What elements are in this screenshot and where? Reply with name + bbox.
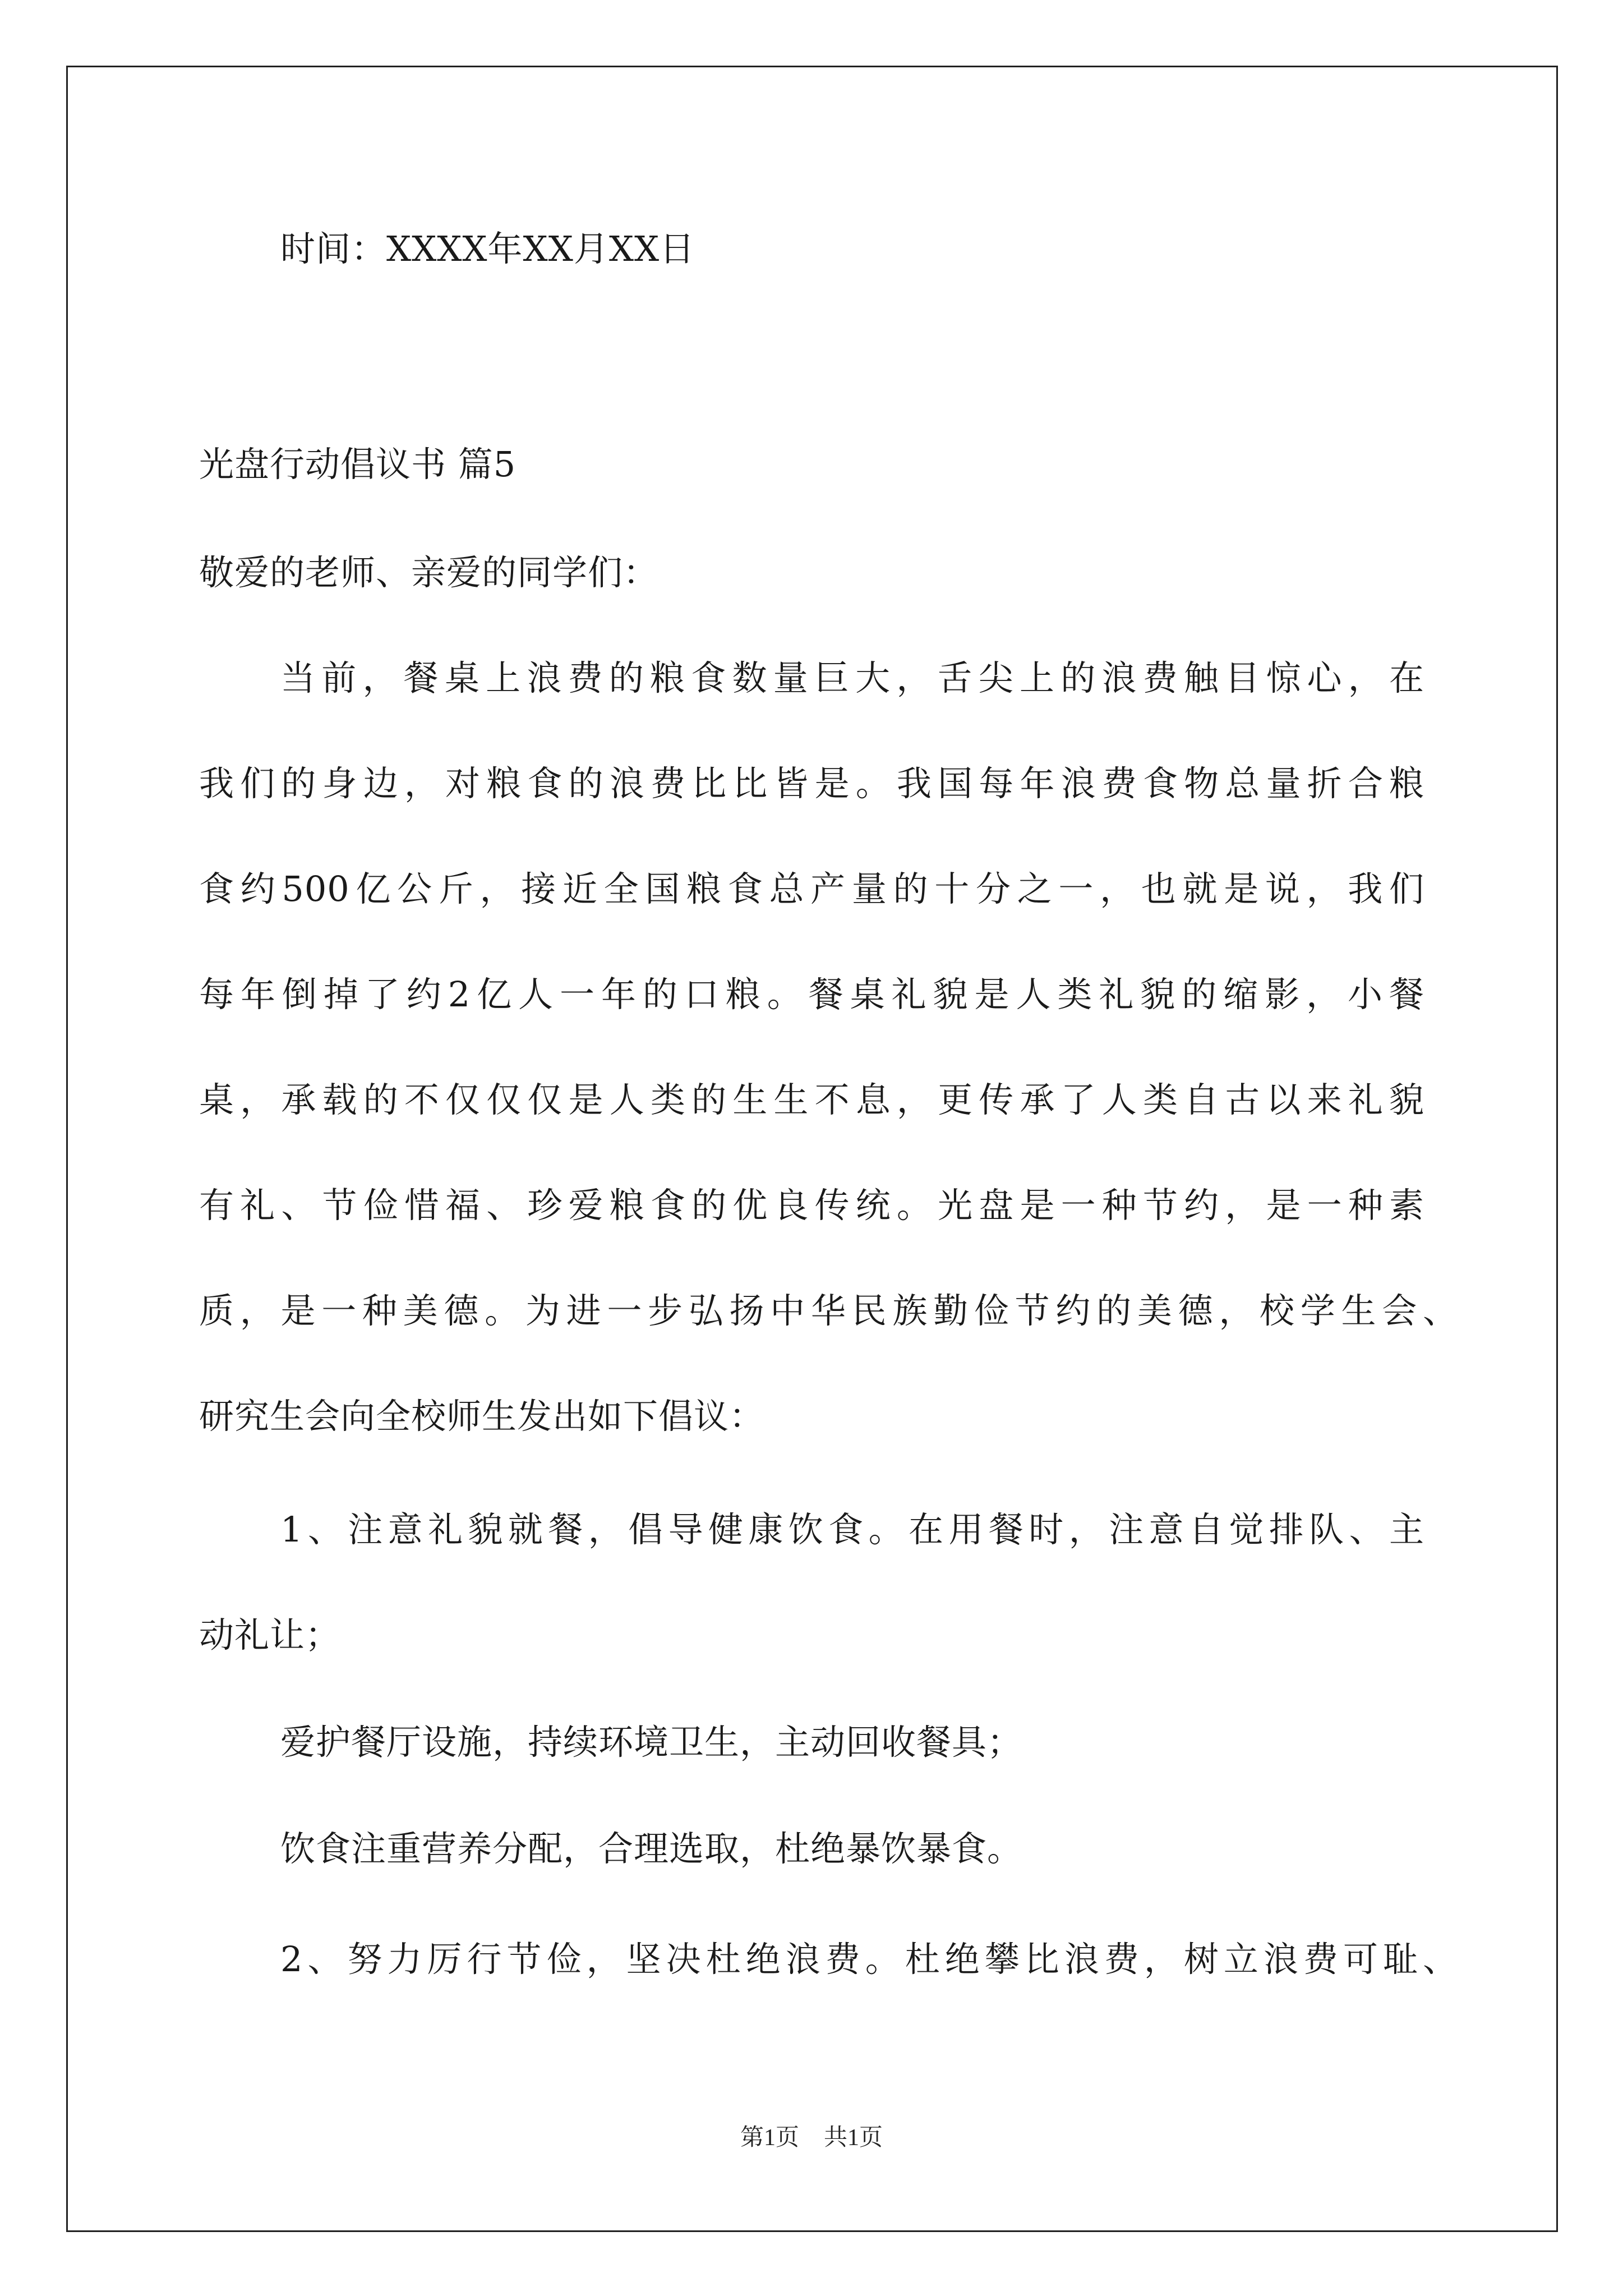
section-title: 光盘行动倡议书 篇5 xyxy=(199,444,517,485)
paragraph-1-line-7: 质，是一种美德。为进一步弘扬中华民族勤俭节约的美德，校学生会、 xyxy=(199,1290,1458,1331)
item-1-line-1: 1、注意礼貌就餐，倡导健康饮食。在用餐时，注意自觉排队、主 xyxy=(280,1509,1424,1550)
paragraph-1-line-1: 当前，餐桌上浪费的粮食数量巨大，舌尖上的浪费触目惊心，在 xyxy=(280,657,1424,698)
page-number: 第1页 xyxy=(740,2125,799,2151)
paragraph-1-line-8: 研究生会向全校师生发出如下倡议： xyxy=(199,1396,765,1437)
item-1-sub-1: 爱护餐厅设施，持续环境卫生，主动回收餐具； xyxy=(280,1722,1023,1763)
item-2-line-1: 2、努力厉行节俭，坚决杜绝浪费。杜绝攀比浪费，树立浪费可耻、 xyxy=(280,1939,1458,1980)
page-border xyxy=(66,66,1558,2232)
item-1-sub-2: 饮食注重营养分配，合理选取，杜绝暴饮暴食。 xyxy=(280,1828,1023,1869)
time-line: 时间：XXXX年XX月XX日 xyxy=(280,228,695,269)
paragraph-1-line-6: 有礼、节俭惜福、珍爱粮食的优良传统。光盘是一种节约，是一种素 xyxy=(199,1185,1424,1226)
paragraph-1-line-4: 每年倒掉了约2亿人一年的口粮。餐桌礼貌是人类礼貌的缩影，小餐 xyxy=(199,974,1424,1015)
page-total: 共1页 xyxy=(824,2125,883,2151)
paragraph-1-line-2: 我们的身边，对粮食的浪费比比皆是。我国每年浪费食物总量折合粮 xyxy=(199,763,1424,804)
salutation: 敬爱的老师、亲爱的同学们： xyxy=(199,552,659,593)
paragraph-1-line-5: 桌，承载的不仅仅仅是人类的生生不息，更传承了人类自古以来礼貌 xyxy=(199,1079,1424,1120)
paragraph-1-line-3: 食约500亿公斤，接近全国粮食总产量的十分之一，也就是说，我们 xyxy=(199,868,1424,909)
item-1-line-2: 动礼让； xyxy=(199,1614,341,1655)
page-footer xyxy=(0,2126,1623,2150)
